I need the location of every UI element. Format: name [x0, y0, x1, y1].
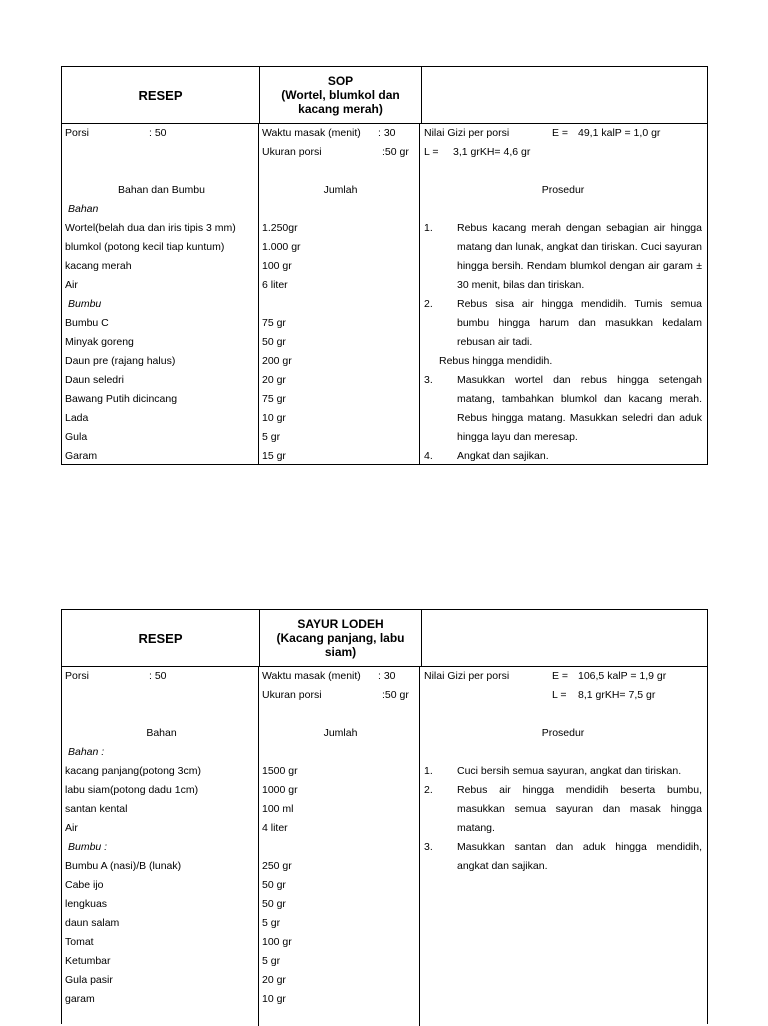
jumlah-column [259, 124, 420, 465]
ingredient-name: Bumbu C [65, 317, 109, 329]
ingredient-qty: 5 gr [262, 917, 281, 929]
ingredient-qty: 200 gr [262, 355, 292, 367]
bahan-header: Bahan dan Bumbu [118, 184, 205, 196]
procedure-step [424, 295, 702, 352]
recipe-title-line: SAYUR LODEH [297, 617, 384, 631]
porsi-row [65, 124, 258, 143]
ingredient-qty: 50 gr [262, 336, 286, 348]
step-number: 2. [424, 784, 433, 796]
ingredient-name: Minyak goreng [65, 336, 134, 348]
waktu-value: : 30 [378, 127, 396, 139]
gizi-e-value: 49,1 kalP = 1,0 gr [578, 127, 661, 139]
recipe-title [260, 67, 422, 123]
recipe-header [62, 67, 707, 124]
ingredient-name: Gula pasir [65, 974, 113, 986]
prosedur-column [420, 667, 707, 1026]
ingredient-qty: 75 gr [262, 393, 286, 405]
bumbu-heading: Bumbu : [68, 841, 108, 853]
procedure-step [424, 219, 702, 295]
ingredient-qty: 10 gr [262, 993, 286, 1005]
ingredient-name: Bawang Putih dicincang [65, 393, 178, 405]
ingredient-qty: 5 gr [262, 955, 281, 967]
bahan-header: Bahan [146, 727, 177, 739]
bahan-column [62, 124, 259, 465]
recipe-header [62, 610, 707, 667]
recipe-card-sop [61, 66, 708, 465]
ingredient-qty: 20 gr [262, 974, 286, 986]
step-text: Masukkan wortel dan rebus hingga setengah matang, tambahkan blumkol dan kacang merah. Rebus hingga matang. Masukkan seledri dan aduk hingga layu dan meresap. [457, 374, 702, 443]
ingredient-name: Bumbu A (nasi)/B (lunak) [65, 860, 182, 872]
recipe-title-line: SOP [327, 74, 354, 88]
ingredient-qty: 250 gr [262, 860, 292, 872]
porsi-label: Porsi [65, 127, 89, 139]
ingredient-qty: 5 gr [262, 431, 281, 443]
ingredient-qty: 1.250gr [262, 222, 298, 234]
gizi-l-label: L = [424, 146, 439, 158]
ingredient-name: Tomat [65, 936, 94, 948]
porsi-label: Porsi [65, 670, 89, 682]
procedure-step [424, 371, 702, 447]
gizi-row [424, 667, 702, 686]
ingredient-name: garam [65, 993, 95, 1005]
waktu-label: Waktu masak (menit) [262, 670, 361, 682]
gizi-row [424, 143, 702, 162]
recipe-title-line: (Wortel, blumkol dan [281, 88, 400, 102]
ingredient-qty: 50 gr [262, 898, 286, 910]
ingredient-qty: 20 gr [262, 374, 286, 386]
jumlah-header: Jumlah [323, 184, 358, 196]
ingredient-name: Ketumbar [65, 955, 111, 967]
ingredient-name: Wortel(belah dua dan iris tipis 3 mm) [65, 222, 236, 234]
resep-label: RESEP [62, 67, 260, 123]
porsi-value: : 50 [149, 670, 167, 682]
step-number: 1. [424, 222, 433, 234]
ukuran-label: Ukuran porsi [262, 146, 322, 158]
recipe-title [260, 610, 422, 666]
step-text: Rebus sisa air hingga mendidih. Tumis semua bumbu hingga harum dan masukkan kedalam rebusan air tadi. [457, 298, 702, 348]
step-number: 1. [424, 765, 433, 777]
step-text: Rebus kacang merah dengan sebagian air hingga matang dan lunak, angkat dan tiriskan. Cuci sayuran hingga bersih. Rendam blumkol dengan air garam ± 30 menit, bilas dan tiriskan. [457, 222, 702, 291]
procedure-step [424, 762, 702, 781]
ingredient-name: lengkuas [65, 898, 108, 910]
step-text: Masukkan santan dan aduk hingga mendidih, angkat dan sajikan. [457, 841, 702, 872]
gizi-label: Nilai Gizi per porsi [424, 670, 510, 682]
ingredient-qty: 1000 gr [262, 784, 298, 796]
ukuran-value: :50 gr [382, 146, 409, 158]
step-text: Cuci bersih semua sayuran, angkat dan tiriskan. [457, 765, 682, 777]
procedure-step [424, 781, 702, 838]
ingredient-name: blumkol (potong kecil tiap kuntum) [65, 241, 225, 253]
ingredient-qty: 4 liter [262, 822, 288, 834]
prosedur-header: Prosedur [541, 727, 585, 739]
procedure-step [424, 838, 702, 876]
gizi-row [424, 124, 702, 143]
ukuran-value: :50 gr [382, 689, 409, 701]
waktu-row [262, 124, 419, 143]
ingredient-qty: 50 gr [262, 879, 286, 891]
prosedur-header: Prosedur [541, 184, 585, 196]
step-number: 4. [424, 450, 433, 462]
ingredient-name: kacang merah [65, 260, 132, 272]
gizi-row [424, 686, 702, 705]
gizi-l-value: 8,1 grKH= 7,5 gr [578, 689, 656, 701]
step-text: Rebus air hingga mendidih beserta bumbu, masukkan semua sayuran dan masak hingga matang. [457, 784, 702, 834]
ukuran-row [262, 686, 419, 705]
gizi-label: Nilai Gizi per porsi [424, 127, 510, 139]
ingredient-name: Daun pre (rajang halus) [65, 355, 176, 367]
porsi-value: : 50 [149, 127, 167, 139]
step-text: Angkat dan sajikan. [457, 450, 549, 462]
procedure-step [424, 447, 702, 466]
porsi-row [65, 667, 258, 686]
ingredient-name: labu siam(potong dadu 1cm) [65, 784, 199, 796]
procedure-note: Rebus hingga mendidih. [439, 355, 553, 367]
ingredient-name: Air [65, 279, 78, 291]
bahan-heading: Bahan [68, 203, 99, 215]
waktu-value: : 30 [378, 670, 396, 682]
ingredient-qty: 100 gr [262, 260, 292, 272]
ukuran-label: Ukuran porsi [262, 689, 322, 701]
prosedur-column [420, 124, 707, 465]
ingredient-qty: 100 gr [262, 936, 292, 948]
bumbu-heading: Bumbu [68, 298, 102, 310]
ingredient-name: santan kental [65, 803, 128, 815]
jumlah-header: Jumlah [323, 727, 358, 739]
ingredient-name: Air [65, 822, 78, 834]
ingredient-qty: 1.000 gr [262, 241, 301, 253]
ingredient-qty: 15 gr [262, 450, 286, 462]
ingredient-qty: 75 gr [262, 317, 286, 329]
waktu-row [262, 667, 419, 686]
gizi-e-label: E = [552, 127, 569, 139]
recipe-title-line: (Kacang panjang, labu [276, 631, 405, 645]
step-number: 3. [424, 841, 433, 853]
bahan-heading: Bahan : [68, 746, 105, 758]
ingredient-qty: 1500 gr [262, 765, 298, 777]
ingredient-name: Cabe ijo [65, 879, 104, 891]
ingredient-name: Daun seledri [65, 374, 124, 386]
step-number: 2. [424, 298, 433, 310]
resep-label: RESEP [62, 610, 260, 666]
ingredient-qty: 100 ml [262, 803, 294, 815]
ingredient-name: Garam [65, 450, 98, 462]
step-number: 3. [424, 374, 433, 386]
gizi-e-label: E = [552, 670, 569, 682]
bahan-column [62, 667, 259, 1026]
ingredient-qty: 10 gr [262, 412, 286, 424]
jumlah-column [259, 667, 420, 1026]
ingredient-name: daun salam [65, 917, 120, 929]
recipe-title-line: siam) [324, 645, 357, 659]
ingredient-name: Gula [65, 431, 88, 443]
recipe-title-line: kacang merah) [298, 102, 383, 116]
gizi-e-value: 106,5 kalP = 1,9 gr [578, 670, 667, 682]
ingredient-qty: 6 liter [262, 279, 288, 291]
gizi-l-label: L = [552, 689, 567, 701]
gizi-l-value: 3,1 grKH= 4,6 gr [453, 146, 531, 158]
ukuran-row [262, 143, 419, 162]
recipe-card-sayur-lodeh [61, 609, 708, 1024]
ingredient-name: Lada [65, 412, 89, 424]
waktu-label: Waktu masak (menit) [262, 127, 361, 139]
ingredient-name: kacang panjang(potong 3cm) [65, 765, 202, 777]
